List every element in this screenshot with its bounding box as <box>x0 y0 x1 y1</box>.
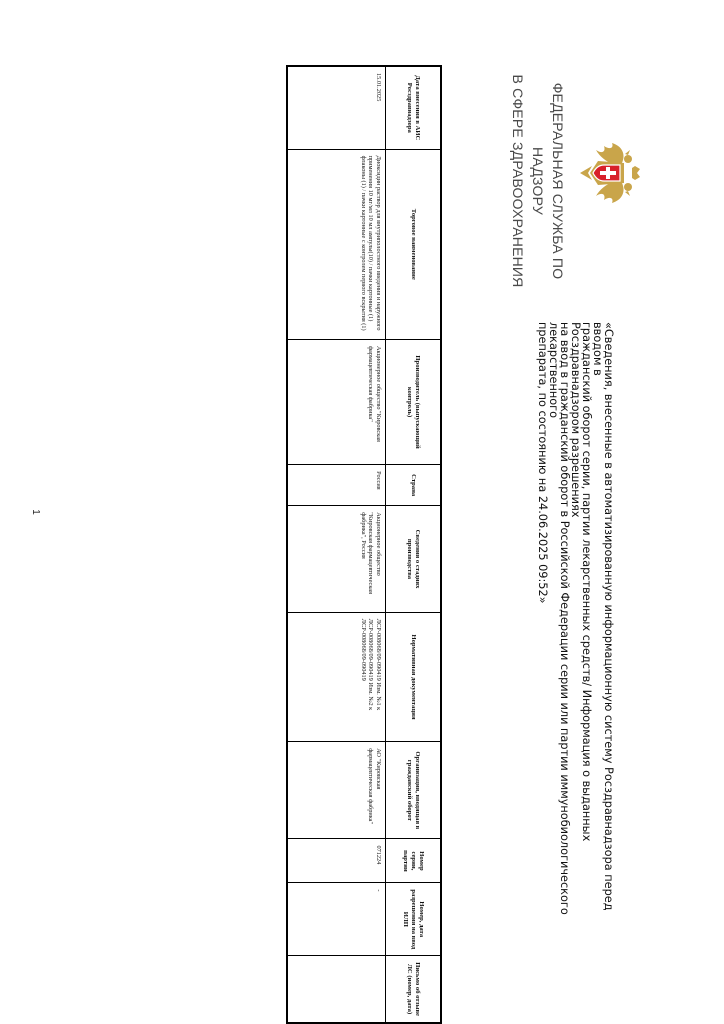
cell-recall-letter <box>287 956 386 1023</box>
document-title-line4: препарата, по состоянию на 24.06.2025 09:52» <box>536 322 549 604</box>
column-header-recall-letter: Письмо об отзыве ЛС (номер, дата) <box>386 956 442 1023</box>
document-title-line2: гражданский оборот серии, партии лекарственных средств/ Информация о выданных Росздравнадзором разрешениях <box>569 322 593 842</box>
table-header-row <box>386 66 442 1023</box>
cell-batch-number: 071224 <box>287 839 386 883</box>
cell-production-stages: Акционерное общество "Кировская фармацевтическая фабрика", Россия <box>287 506 386 613</box>
cell-manufacturer: Акционерное общество "Кировская фармацевтическая фабрика" <box>287 339 386 464</box>
cell-date: 15.01.2025 <box>287 66 386 149</box>
table-row <box>287 66 386 1023</box>
column-header-date: Дата внесения в АИС Росздравнадзора <box>386 66 442 149</box>
column-header-organization: Организация, вводящая в гражданский оборот <box>386 742 442 839</box>
document-title-line3: на ввод в гражданский оборот в Российской Федерации серии или партии иммунобиологического лекарственного <box>547 322 571 915</box>
document-title <box>537 322 614 942</box>
cell-organization: АО "Кировская фармацевтическая фабрика" <box>287 742 386 839</box>
column-header-trade-name: Торговое наименование <box>386 149 442 339</box>
cell-trade-name: Диоксидин раствор для внутриполостного введения и наружного применения 10 мг/мл 10 мл ампулы(10) / пачки картонные (1) флаконы (1) / пачки картонные с контролем первого вскрытия (1) <box>287 149 386 339</box>
registry-table <box>286 65 442 1024</box>
cell-permit: - <box>287 883 386 956</box>
cell-country: Россия <box>287 465 386 506</box>
organization-name-line1: ФЕДЕРАЛЬНАЯ СЛУЖБА ПО НАДЗОРУ <box>530 82 566 280</box>
double-headed-eagle-emblem-icon <box>576 140 642 206</box>
column-header-production-stages: Сведения о стадиях производства <box>386 506 442 613</box>
column-header-permit: Номер, дата разрешения на ввод ИЛП <box>386 883 442 956</box>
cell-normative-doc: ЛСР-008068/09-090419 Изм. №1 к ЛСР-008068/09-090419 Изм. №2 к ЛСР-008068/09-090419 <box>287 612 386 741</box>
page-number: 1 <box>30 509 41 515</box>
column-header-batch-number: Номер серии, партии <box>386 839 442 883</box>
column-header-manufacturer: Производитель (выпускающий контроль) <box>386 339 442 464</box>
document-title-line1: «Сведения, внесенные в автоматизированную информационную систему Росздравнадзора перед вводом в <box>591 322 615 911</box>
column-header-country: Страна <box>386 465 442 506</box>
organization-name <box>508 66 568 296</box>
organization-name-line2: В СФЕРЕ ЗДРАВООХРАНЕНИЯ <box>510 74 526 288</box>
column-header-normative-doc: Нормативная документация <box>386 612 442 741</box>
